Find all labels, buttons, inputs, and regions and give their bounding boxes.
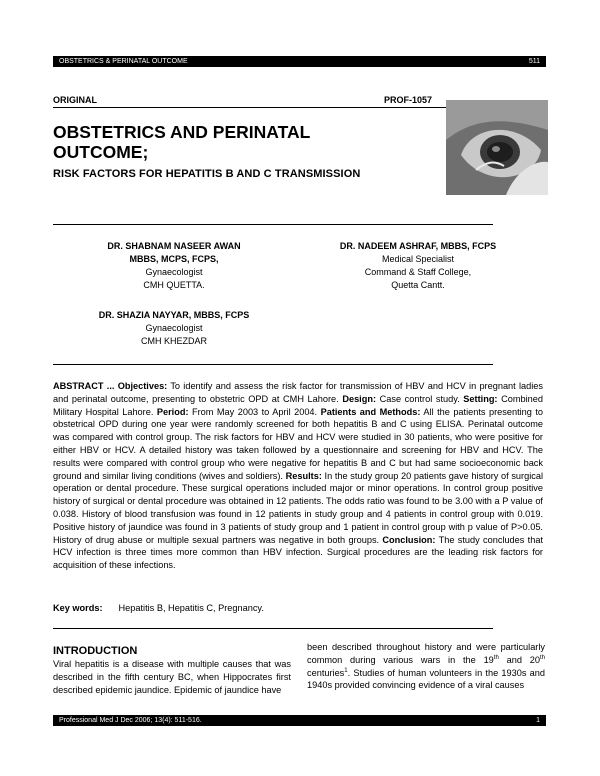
methods-text: All the patients presenting to obstetrical OPD during one year were randomly screened for both hepatitis B and C using ELISA. Perinatal outcome was compared with control group. The risk factors for HBV and HCV were studied in 30 patients, who were positive for either HBV or HCV. A detailed history was taken followed by a questionnaire and screening for HBV and HCV. The results were compared with control group who were negative for hepatitis B and C but had same socioeconomic back ground and similar living conditions (wives and soldiers). bbox=[53, 406, 544, 481]
sup-ref-1: 1 bbox=[344, 667, 348, 674]
running-header-section: OBSTETRICS & PERINATAL OUTCOME bbox=[59, 58, 188, 65]
objectives-text: To identify and assess the risk factor for transmission of HBV and HCV in pregnant ladies and perinatal outcome, presenting to obstetric OPD at CMH Lahore. bbox=[53, 381, 543, 404]
article-subtitle: RISK FACTORS FOR HEPATITIS B AND C TRANSMISSION bbox=[53, 168, 361, 180]
design-label: Design: bbox=[342, 393, 377, 404]
title-line-2: OUTCOME; bbox=[53, 142, 149, 162]
author-3-role: Gynaecologist bbox=[145, 323, 203, 333]
divider-abstract bbox=[53, 364, 493, 365]
divider-top bbox=[53, 107, 493, 108]
intro-right-text-a: been described throughout history and were particularly common during various wars in the 19 bbox=[307, 642, 545, 665]
author-2 bbox=[318, 240, 518, 292]
author-3-place: CMH KHEZDAR bbox=[140, 336, 207, 346]
author-1-degrees: MBBS, MCPS, FCPS, bbox=[129, 254, 219, 264]
author-3-name: DR. SHAZIA NAYYAR, MBBS, FCPS bbox=[98, 310, 250, 320]
divider-body bbox=[53, 628, 493, 629]
intro-right-text-c: centuries bbox=[307, 667, 345, 678]
abstract-label: ABSTRACT ... bbox=[53, 381, 118, 391]
author-2-place: Command & Staff College, bbox=[364, 267, 472, 277]
author-1 bbox=[74, 240, 274, 292]
sup-th-2: th bbox=[539, 654, 545, 661]
sup-th-1: th bbox=[493, 654, 499, 661]
article-title bbox=[53, 122, 383, 162]
author-3 bbox=[74, 309, 274, 348]
keywords-label: Key words: bbox=[53, 603, 103, 613]
article-type: ORIGINAL bbox=[53, 95, 97, 105]
author-2-name: DR. NADEEM ASHRAF, MBBS, FCPS bbox=[339, 241, 497, 251]
surgical-photo-icon bbox=[446, 100, 548, 195]
author-1-place: CMH QUETTA. bbox=[143, 280, 205, 290]
footer-citation: Professional Med J Dec 2006; 13(4): 511-516. bbox=[59, 717, 202, 724]
keywords bbox=[53, 603, 264, 613]
divider-authors bbox=[53, 224, 493, 225]
intro-heading: INTRODUCTION bbox=[53, 645, 138, 657]
running-footer bbox=[53, 715, 546, 726]
intro-right-text-d: . Studies of human volunteers in the 1930s and 1940s provided convincing evidence of a viral causes bbox=[307, 667, 545, 691]
intro-left-text: Viral hepatitis is a disease with multiple causes that was described in the fifth century BC, when Hippocrates first described epidemic jaundice. Epidemic of jaundice have bbox=[53, 659, 291, 695]
results-text: In the study group 20 patients gave history of surgical operation or dental procedure. These surgical operations included major or minor operations. In control group positive history of surgical or dental procedure was obtained in 12 patients. The odds ratio was found to be 3.00 with a P value of 0.038. History of blood transfusion was found in 12 patients in study group and 4 patients in control group with 0.019. Positive history of jaundice was found in 3 patients of study group and 1 patient in control group with p value of P>0.05. History of drug abuse or multiple sexual partners was negative in both groups. bbox=[53, 470, 543, 545]
author-1-name: DR. SHABNAM NASEER AWAN bbox=[107, 241, 241, 251]
footer-page: 1 bbox=[536, 717, 540, 724]
author-1-role: Gynaecologist bbox=[145, 267, 203, 277]
running-header bbox=[53, 56, 546, 67]
intro-right-text-b: and 20 bbox=[498, 654, 540, 665]
abstract bbox=[53, 380, 543, 572]
running-header-page: 511 bbox=[528, 58, 540, 65]
results-label: Results: bbox=[285, 470, 322, 481]
objectives-label: Objectives: bbox=[117, 381, 168, 391]
methods-label: Patients and Methods: bbox=[320, 406, 421, 417]
ref-code: PROF-1057 bbox=[384, 95, 433, 105]
intro-right-column bbox=[307, 641, 545, 692]
period-label: Period: bbox=[156, 406, 189, 417]
title-line-1: OBSTETRICS AND PERINATAL bbox=[53, 122, 311, 142]
setting-text: Combined Military Hospital Lahore. bbox=[53, 393, 543, 417]
conclusion-label: Conclusion: bbox=[382, 534, 436, 545]
conclusion-text: The study concludes that HCV infection is three times more common than HBV infection. Surgical procedures are the leading risk factors for acquisition of these infections. bbox=[53, 534, 543, 571]
design-text: Case control study. bbox=[376, 393, 464, 404]
intro-left-column bbox=[53, 644, 291, 696]
author-2-city: Quetta Cantt. bbox=[391, 280, 445, 290]
header-photo bbox=[446, 100, 548, 195]
keywords-value: Hepatitis B, Hepatitis C, Pregnancy. bbox=[118, 603, 264, 613]
setting-label: Setting: bbox=[463, 393, 498, 404]
period-text: From May 2003 to April 2004. bbox=[188, 406, 321, 417]
author-2-role: Medical Specialist bbox=[381, 254, 455, 264]
